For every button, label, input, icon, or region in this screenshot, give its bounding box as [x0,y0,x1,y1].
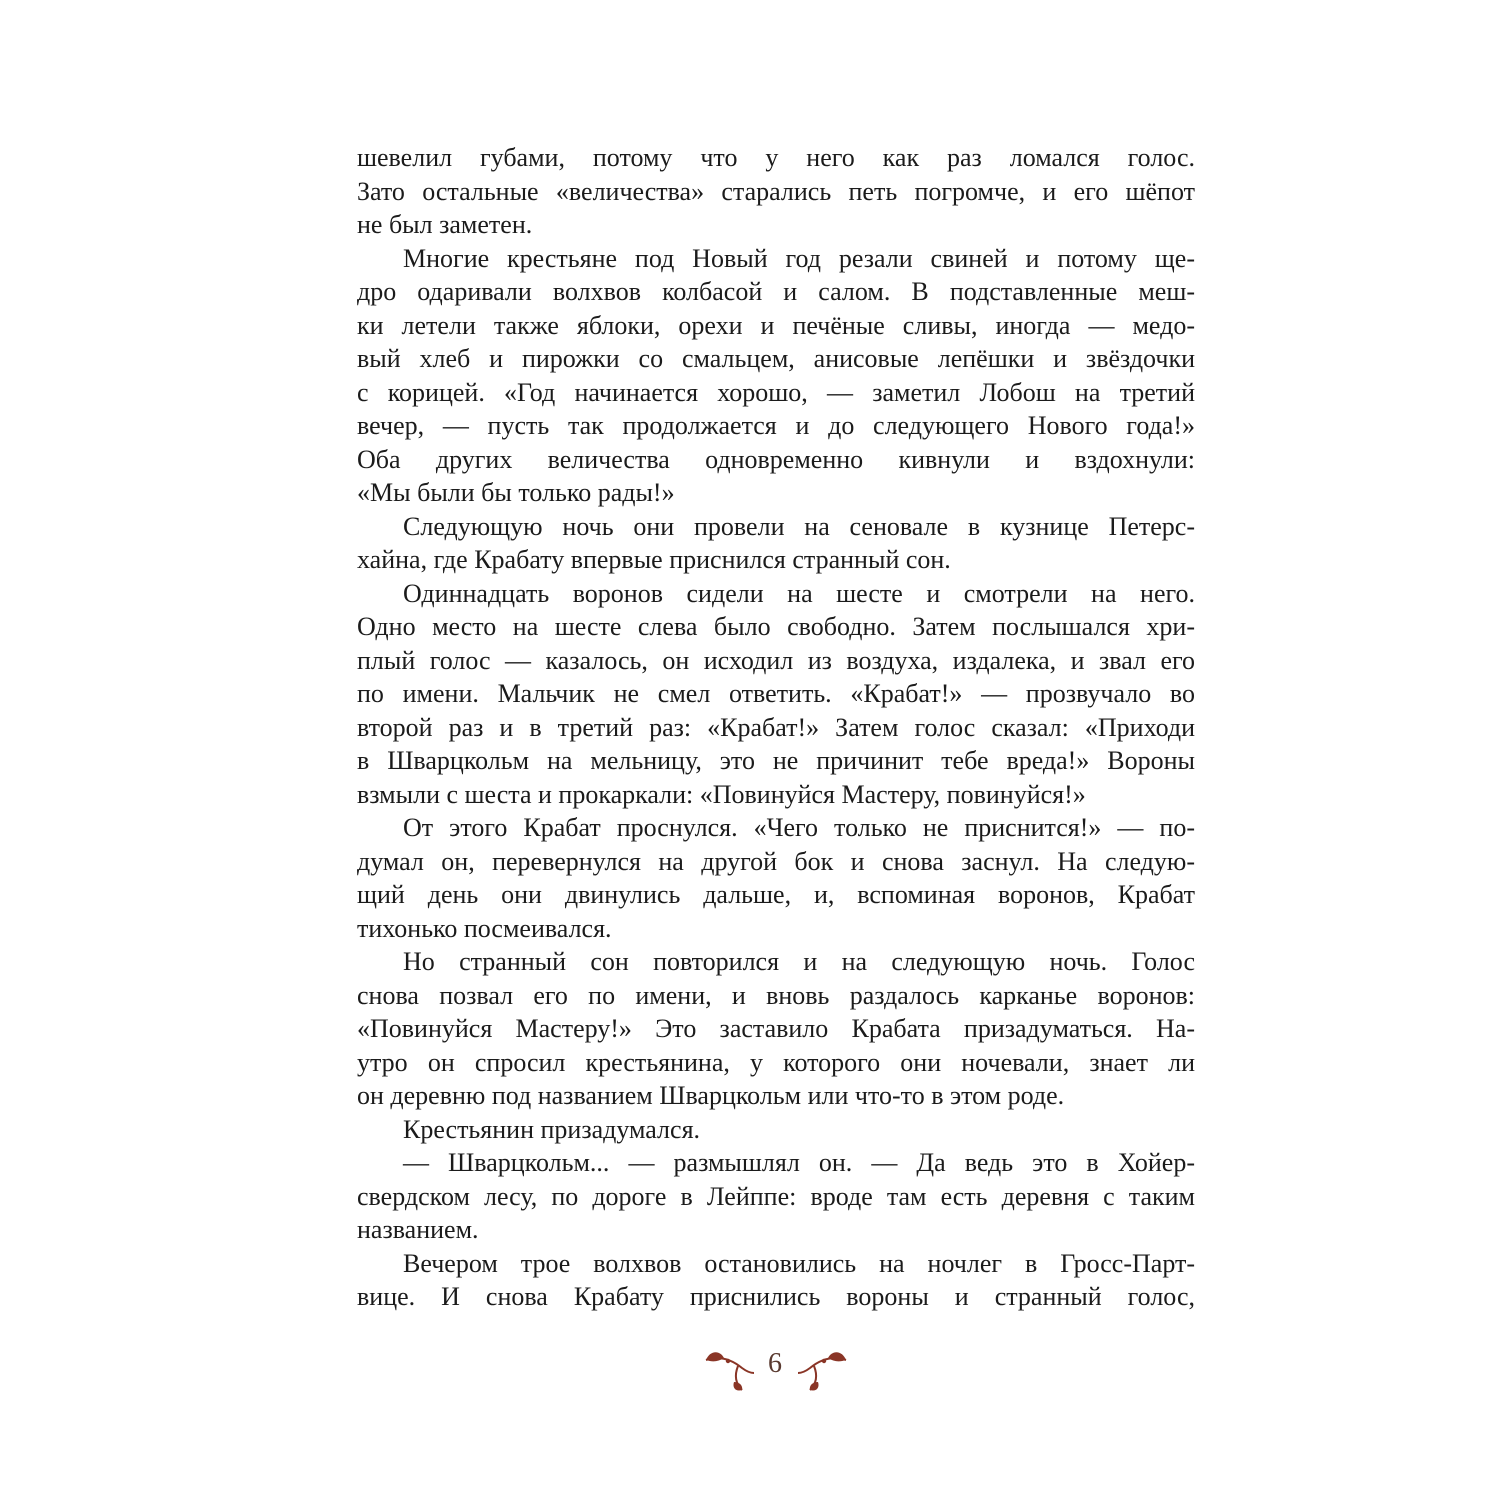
text-line: в Шварцкольм на мельницу, это не причинит тебе вреда!» Вороны [357,746,1195,775]
text-line: хайна, где Крабату впервые приснился странный сон. [357,545,951,574]
text-line: Оба других величества одновременно кивнули и вздохнули: [357,444,1195,474]
text-line: думал он, перевернулся на другой бок и снова заснул. На следую- [357,846,1195,876]
text-line: вечер, — пусть так продолжается и до следующего Нового года!» [357,411,1195,440]
text-line: не был заметен. [357,210,533,239]
text-line: с корицей. «Год начинается хорошо, — заметил Лобош на третий [357,377,1195,407]
text-line: ки летели также яблоки, орехи и печёные сливы, иногда — медо- [357,310,1195,340]
text-line: Крестьянин призадумался. [403,1114,701,1144]
text-line: названием. [357,1215,479,1244]
text-line: «Мы были бы только рады!» [357,478,675,507]
text-line: он деревню под названием Шварцкольм или что-то в этом роде. [357,1081,1065,1110]
leaf-ornament-icon [796,1346,848,1401]
text-line: Зато остальные «величества» старались петь погромче, и его шёпот [357,176,1195,206]
text-line: Следующую ночь они провели на сеновале в кузнице Петерс- [403,511,1195,541]
text-line: утро он спросил крестьянина, у которого они ночевали, знает ли [357,1047,1195,1077]
text-line: щий день они двинулись дальше, и, вспоминая воронов, Крабат [357,880,1195,909]
text-line: Но странный сон повторился и на следующую ночь. Голос [403,947,1195,976]
text-line: шевелил губами, потому что у него как раз ломался голос. [357,143,1195,172]
text-line: Одно место на шесте слева было свободно. Затем послышался хри- [357,612,1195,641]
page-footer [0,1340,1500,1400]
text-line: Многие крестьяне под Новый год резали свиней и потому ще- [403,243,1195,273]
text-line: второй раз и в третий раз: «Крабат!» Затем голос сказал: «Приходи [357,712,1195,742]
text-line: снова позвал его по имени, и вновь раздалось карканье воронов: [357,980,1195,1010]
leaf-ornament-icon [704,1346,756,1401]
text-line: свердском лесу, по дороге в Лейппе: вроде там есть деревня с таким [357,1181,1195,1211]
text-line: плый голос — казалось, он исходил из воздуха, издалека, и звал его [357,645,1195,675]
page-text [357,141,1195,1314]
text-line: — Шварцкольм... — размышлял он. — Да ведь это в Хойер- [403,1148,1195,1177]
page-number: 6 [768,1348,782,1379]
text-line: тихонько посмеивался. [357,913,612,943]
text-line: взмыли с шеста и прокаркали: «Повинуйся Мастеру, повинуйся!» [357,779,1086,809]
text-line: «Повинуйся Мастеру!» Это заставило Крабата призадуматься. На- [357,1014,1195,1043]
text-line: по имени. Мальчик не смел ответить. «Крабат!» — прозвучало во [357,679,1195,708]
text-line: вый хлеб и пирожки со смальцем, анисовые лепёшки и звёздочки [357,344,1195,373]
text-line: дро одаривали волхвов колбасой и салом. В подставленные меш- [357,277,1195,306]
text-line: вице. И снова Крабату приснились вороны и странный голос, [357,1282,1195,1311]
text-line: Вечером трое волхвов остановились на ночлег в Гросс-Парт- [403,1248,1195,1278]
text-line: От этого Крабат проснулся. «Чего только не приснится!» — по- [403,813,1195,842]
text-line: Одиннадцать воронов сидели на шесте и смотрели на него. [403,578,1195,608]
